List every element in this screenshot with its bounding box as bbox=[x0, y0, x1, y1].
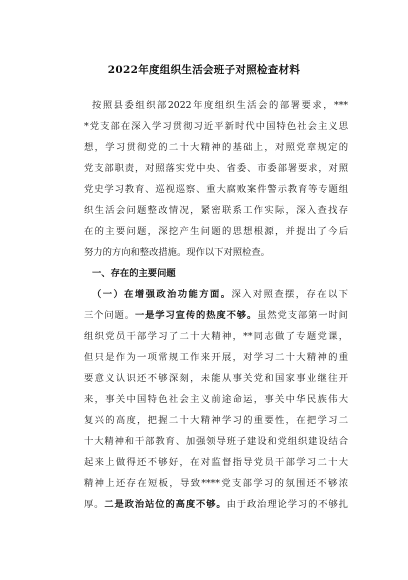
para-line: 十大精神和干部教育、加强领导班子建设和党组织建设结合 bbox=[84, 436, 348, 447]
intro-line: 党史学习教育、巡视巡察、重大腐败案件警示教育等专题组 bbox=[84, 184, 348, 195]
intro-line: *党支部在深入学习贯彻习近平新时代中国特色社会主义思 bbox=[84, 121, 348, 132]
para-text: 深入对照查摆，存在以下 bbox=[231, 289, 348, 300]
section-heading: 一、存在的主要问题 bbox=[92, 268, 176, 279]
para-line bbox=[92, 289, 348, 301]
para-line: 起来上做得还不够好，在对监督指导党员干部学习二十大 bbox=[84, 457, 348, 468]
para-line: 但只是作为一项常规工作来开展，对学习二十大精神的重 bbox=[84, 352, 348, 363]
para-text: 三个问题。 bbox=[84, 310, 135, 321]
para-line: 来，事关中国特色社会主义前途命运，事关中华民族伟大 bbox=[84, 394, 348, 405]
para-line bbox=[84, 310, 348, 322]
para-text: 厚。 bbox=[84, 499, 105, 510]
intro-line: 努力的方向和整改措施。现作以下对照检查。 bbox=[84, 247, 270, 258]
para-text: 虽然党支部第一时间 bbox=[257, 310, 348, 321]
para-line: 精神上还存在短板，导致****党支部学习的氛围还不够浓 bbox=[84, 478, 348, 489]
document-title: 2022年度组织生活会班子对照检查材料 bbox=[107, 64, 301, 76]
para-line bbox=[84, 499, 348, 511]
intro-line: 党支部职责，对照落实党中央、省委、市委部署要求，对照 bbox=[84, 163, 348, 174]
intro-line: 在的主要问题，深挖产生问题的思想根源，并提出了今后 bbox=[84, 226, 348, 237]
intro-line: 织生活会问题整改情况，紧密联系工作实际，深入查找存 bbox=[84, 205, 348, 216]
point-heading: 二是政治站位的高度不够。 bbox=[104, 499, 227, 510]
point-heading: 一是学习宣传的热度不够。 bbox=[134, 310, 258, 321]
para-line: 组织党员干部学习了二十大精神，**同志做了专题党课， bbox=[84, 331, 348, 342]
intro-line: 想，学习贯彻党的二十大精神的基础上，对照党章规定的 bbox=[84, 142, 348, 153]
para-line: 要意义认识还不够深刻，未能从事关党和国家事业继往开 bbox=[84, 373, 348, 384]
para-text: 由于政治理论学习的不够扎 bbox=[226, 499, 348, 510]
subsection-heading: （一）在增强政治功能方面。 bbox=[92, 289, 232, 300]
para-line: 复兴的高度，把握二十大精神学习的重要性，在把学习二 bbox=[84, 415, 348, 426]
intro-line: 按照县委组织部2022年度组织生活会的部署要求，*** bbox=[92, 100, 348, 111]
